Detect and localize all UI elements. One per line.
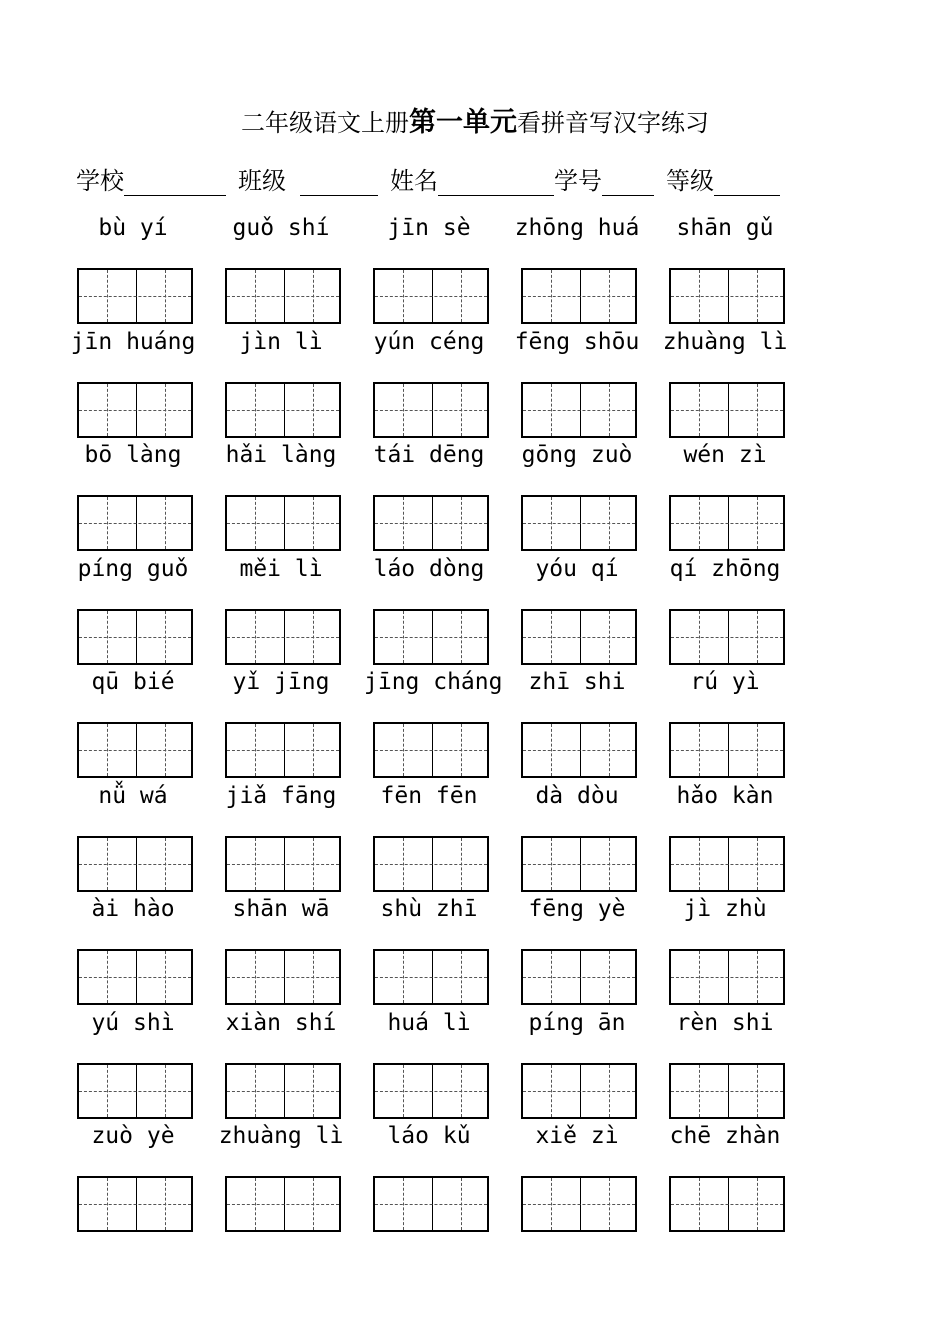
pinyin-prompt: zuò yè xyxy=(91,1123,175,1149)
pinyin-prompt: zhuàng lì xyxy=(218,1123,344,1149)
pinyin-prompt: wén zì xyxy=(683,442,767,468)
guide-line xyxy=(79,523,191,524)
pinyin-prompt: dà dòu xyxy=(535,782,619,809)
school-label: 学校 xyxy=(76,167,124,195)
pinyin-prompt: guǒ shí xyxy=(232,215,330,241)
writing-box[interactable] xyxy=(373,1176,489,1232)
guide-line xyxy=(375,864,487,865)
guide-line xyxy=(227,750,339,751)
writing-box[interactable] xyxy=(521,268,637,324)
pinyin-prompt: huá lì xyxy=(387,1009,471,1036)
writing-box[interactable] xyxy=(373,268,489,324)
guide-line xyxy=(79,410,191,411)
writing-box[interactable] xyxy=(225,836,341,892)
guide-line xyxy=(523,637,635,638)
name-blank[interactable] xyxy=(438,165,554,196)
writing-box[interactable] xyxy=(77,722,193,778)
writing-box[interactable] xyxy=(669,1063,785,1119)
guide-line xyxy=(671,977,783,978)
guide-line xyxy=(227,637,339,638)
guide-line xyxy=(671,523,783,524)
guide-line xyxy=(79,750,191,751)
guide-line xyxy=(227,296,339,297)
writing-box[interactable] xyxy=(669,949,785,1005)
pinyin-prompt: píng ān xyxy=(528,1009,626,1036)
pinyin-prompt: yóu qí xyxy=(535,555,619,582)
grade-label: 等级 xyxy=(666,167,714,195)
pinyin-prompt: rú yì xyxy=(690,669,760,695)
writing-box[interactable] xyxy=(669,609,785,665)
grade-blank[interactable] xyxy=(714,165,780,196)
student-number-blank[interactable] xyxy=(602,165,654,196)
pinyin-prompt: shù zhī xyxy=(380,896,478,922)
guide-line xyxy=(79,1204,191,1205)
pinyin-prompt: jīn sè xyxy=(387,215,471,241)
guide-line xyxy=(523,296,635,297)
writing-box[interactable] xyxy=(373,1063,489,1119)
pinyin-prompt: hǎi làng xyxy=(225,442,337,468)
pinyin-prompt: jì zhù xyxy=(683,896,767,922)
writing-box[interactable] xyxy=(521,836,637,892)
writing-box[interactable] xyxy=(77,382,193,438)
writing-box[interactable] xyxy=(225,1176,341,1232)
guide-line xyxy=(375,977,487,978)
guide-line xyxy=(375,750,487,751)
writing-box[interactable] xyxy=(77,1176,193,1232)
guide-line xyxy=(523,864,635,865)
guide-line xyxy=(79,296,191,297)
writing-box[interactable] xyxy=(225,949,341,1005)
writing-box[interactable] xyxy=(669,382,785,438)
page-title xyxy=(0,100,950,139)
writing-box[interactable] xyxy=(225,722,341,778)
school-blank[interactable] xyxy=(124,165,226,196)
pinyin-prompt: fēn fēn xyxy=(380,782,478,809)
writing-box[interactable] xyxy=(77,836,193,892)
writing-box[interactable] xyxy=(669,836,785,892)
student-info xyxy=(76,160,780,196)
writing-box[interactable] xyxy=(373,949,489,1005)
pinyin-prompt: nǚ wá xyxy=(98,782,168,809)
writing-box[interactable] xyxy=(225,382,341,438)
writing-box[interactable] xyxy=(225,1063,341,1119)
guide-line xyxy=(79,977,191,978)
pinyin-prompt: chē zhàn xyxy=(669,1123,781,1149)
pinyin-prompt: shān wā xyxy=(232,896,330,922)
writing-box[interactable] xyxy=(521,609,637,665)
guide-line xyxy=(375,296,487,297)
writing-box[interactable] xyxy=(521,495,637,551)
pinyin-prompt: yú shì xyxy=(91,1009,175,1036)
pinyin-prompt: bù yí xyxy=(98,215,168,241)
guide-line xyxy=(79,637,191,638)
guide-line xyxy=(671,1204,783,1205)
writing-box[interactable] xyxy=(373,836,489,892)
pinyin-prompt: qí zhōng xyxy=(669,555,781,582)
pinyin-prompt: yǐ jīng xyxy=(232,669,330,695)
pinyin-prompt: zhuàng lì xyxy=(662,328,788,355)
guide-line xyxy=(671,296,783,297)
pinyin-prompt: xiě zì xyxy=(535,1123,619,1149)
pinyin-prompt: láo dòng xyxy=(373,555,485,582)
writing-box[interactable] xyxy=(225,609,341,665)
class-label: 班级 xyxy=(238,167,286,195)
pinyin-prompt: ài hào xyxy=(91,896,175,922)
writing-box[interactable] xyxy=(373,382,489,438)
pinyin-prompt: bō làng xyxy=(84,442,182,468)
guide-line xyxy=(375,523,487,524)
pinyin-prompt: gōng zuò xyxy=(521,442,633,468)
pinyin-prompt: zhōng huá xyxy=(514,215,640,241)
guide-line xyxy=(671,750,783,751)
guide-line xyxy=(375,1091,487,1092)
guide-line xyxy=(79,1091,191,1092)
writing-box[interactable] xyxy=(669,722,785,778)
title-prefix: 二年级语文上册 xyxy=(241,109,409,137)
pinyin-prompt: xiàn shí xyxy=(225,1009,337,1036)
guide-line xyxy=(79,864,191,865)
writing-box[interactable] xyxy=(521,949,637,1005)
guide-line xyxy=(227,410,339,411)
writing-box[interactable] xyxy=(669,495,785,551)
pinyin-prompt: hǎo kàn xyxy=(676,782,774,809)
writing-box[interactable] xyxy=(77,1063,193,1119)
pinyin-prompt: jiǎ fāng xyxy=(225,782,337,809)
guide-line xyxy=(523,977,635,978)
writing-box[interactable] xyxy=(77,495,193,551)
pinyin-prompt: jīng cháng xyxy=(364,669,503,695)
pinyin-prompt: píng guǒ xyxy=(77,555,189,582)
guide-line xyxy=(523,1091,635,1092)
pinyin-prompt: fēng yè xyxy=(528,896,626,922)
title-suffix: 看拼音写汉字练习 xyxy=(517,109,709,137)
name-label: 姓名 xyxy=(390,167,438,195)
guide-line xyxy=(523,523,635,524)
pinyin-prompt: qū bié xyxy=(91,669,175,695)
writing-box[interactable] xyxy=(225,268,341,324)
class-blank[interactable] xyxy=(300,165,378,196)
writing-box[interactable] xyxy=(521,382,637,438)
writing-box[interactable] xyxy=(521,722,637,778)
pinyin-prompt: láo kǔ xyxy=(387,1123,471,1149)
pinyin-prompt: rèn shi xyxy=(676,1009,774,1036)
pinyin-prompt: zhī shi xyxy=(528,669,626,695)
pinyin-prompt: jīn huáng xyxy=(70,328,196,355)
writing-box[interactable] xyxy=(225,495,341,551)
writing-box[interactable] xyxy=(77,268,193,324)
guide-line xyxy=(523,1204,635,1205)
title-unit: 第一单元 xyxy=(409,107,517,138)
pinyin-prompt: fēng shōu xyxy=(514,328,640,355)
writing-box[interactable] xyxy=(373,609,489,665)
writing-box[interactable] xyxy=(521,1063,637,1119)
pinyin-prompt: yún céng xyxy=(373,328,485,355)
guide-line xyxy=(671,637,783,638)
student-number-label: 学号 xyxy=(554,167,602,195)
guide-line xyxy=(227,523,339,524)
guide-line xyxy=(523,410,635,411)
pinyin-prompt: měi lì xyxy=(239,555,323,582)
pinyin-prompt: jìn lì xyxy=(239,328,323,355)
guide-line xyxy=(671,1091,783,1092)
writing-box[interactable] xyxy=(669,1176,785,1232)
pinyin-prompt: shān gǔ xyxy=(676,215,774,241)
writing-box[interactable] xyxy=(77,609,193,665)
guide-line xyxy=(375,637,487,638)
guide-line xyxy=(227,1204,339,1205)
writing-box[interactable] xyxy=(373,722,489,778)
guide-line xyxy=(227,1091,339,1092)
guide-line xyxy=(671,410,783,411)
writing-box[interactable] xyxy=(669,268,785,324)
guide-line xyxy=(227,864,339,865)
writing-box[interactable] xyxy=(521,1176,637,1232)
guide-line xyxy=(671,864,783,865)
guide-line xyxy=(227,977,339,978)
guide-line xyxy=(375,1204,487,1205)
pinyin-prompt: tái dēng xyxy=(373,442,485,468)
guide-line xyxy=(375,410,487,411)
writing-box[interactable] xyxy=(373,495,489,551)
writing-box[interactable] xyxy=(77,949,193,1005)
guide-line xyxy=(523,750,635,751)
